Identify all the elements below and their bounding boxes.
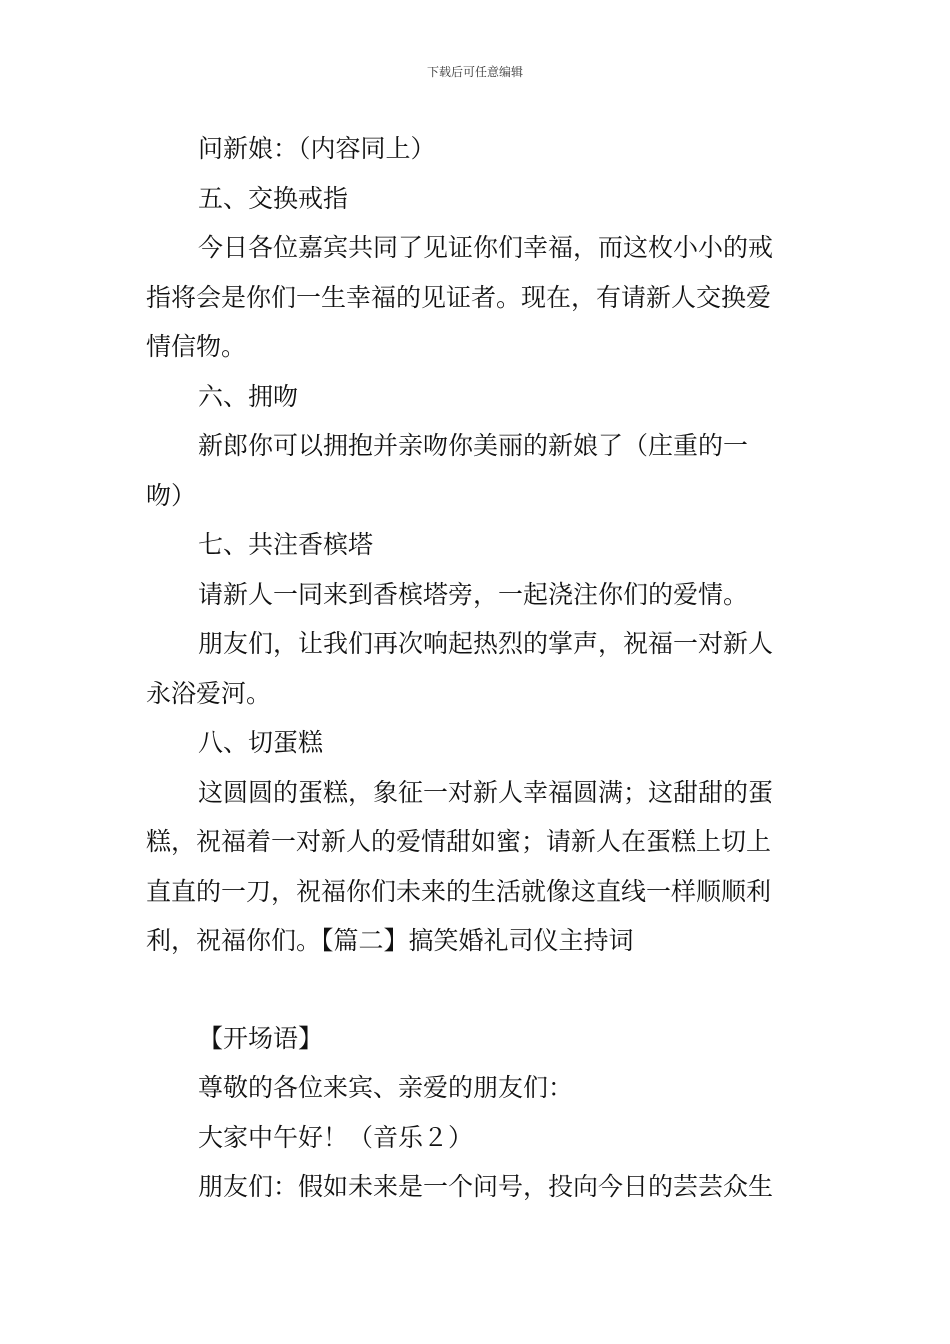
- greeting-noon: 大家中午好！（音乐２）: [198, 1122, 474, 1152]
- paragraph-cake-line-3: 直直的一刀，祝福你们未来的生活就像这直线一样顺顺利: [146, 876, 772, 906]
- heading-champagne: 七、共注香槟塔: [198, 530, 374, 559]
- greeting-guests: 尊敬的各位来宾、亲爱的朋友们：: [198, 1073, 574, 1102]
- paragraph-rings-line-2: 指将会是你们一生幸福的见证者。现在，有请新人交换爱: [146, 282, 772, 312]
- paragraph-applause-line-1: 朋友们，让我们再次响起热烈的掌声，祝福一对新人: [198, 629, 774, 658]
- heading-exchange-rings: 五、交换戒指: [198, 183, 349, 213]
- document-body: [146, 124, 806, 1212]
- paragraph-rings-line-1: 今日各位嘉宾共同了见证你们幸福，而这枚小小的戒: [198, 233, 774, 262]
- heading-kiss: 六、拥吻: [198, 381, 299, 411]
- paragraph-friends: 朋友们：假如未来是一个问号，投向今日的芸芸众生: [198, 1172, 774, 1201]
- line-ask-bride: 问新娘：（内容同上）: [198, 134, 436, 163]
- paragraph-champagne: 请新人一同来到香槟塔旁，一起浇注你们的爱情。: [198, 579, 749, 609]
- paragraph-cake-line-2: 糕，祝福着一对新人的爱情甜如蜜；请新人在蛋糕上切上: [146, 827, 772, 856]
- paragraph-kiss-line-1: 新郎你可以拥抱并亲吻你美丽的新娘了（庄重的一: [198, 431, 749, 460]
- paragraph-cake-line-1: 这圆圆的蛋糕，象征一对新人幸福圆满；这甜甜的蛋: [198, 777, 774, 807]
- paragraph-kiss-line-2: 吻）: [146, 480, 197, 510]
- paragraph-cake-line-4: 利，祝福你们。【篇二】搞笑婚礼司仪主持词: [146, 926, 634, 955]
- heading-cut-cake: 八、切蛋糕: [198, 728, 324, 757]
- paragraph-rings-line-3: 情信物。: [146, 332, 247, 361]
- heading-opening: 【开场语】: [198, 1023, 324, 1053]
- page-header-note: 下载后可任意编辑: [426, 65, 523, 79]
- paragraph-applause-line-2: 永浴爱河。: [146, 678, 272, 708]
- section-gap: [146, 966, 806, 1014]
